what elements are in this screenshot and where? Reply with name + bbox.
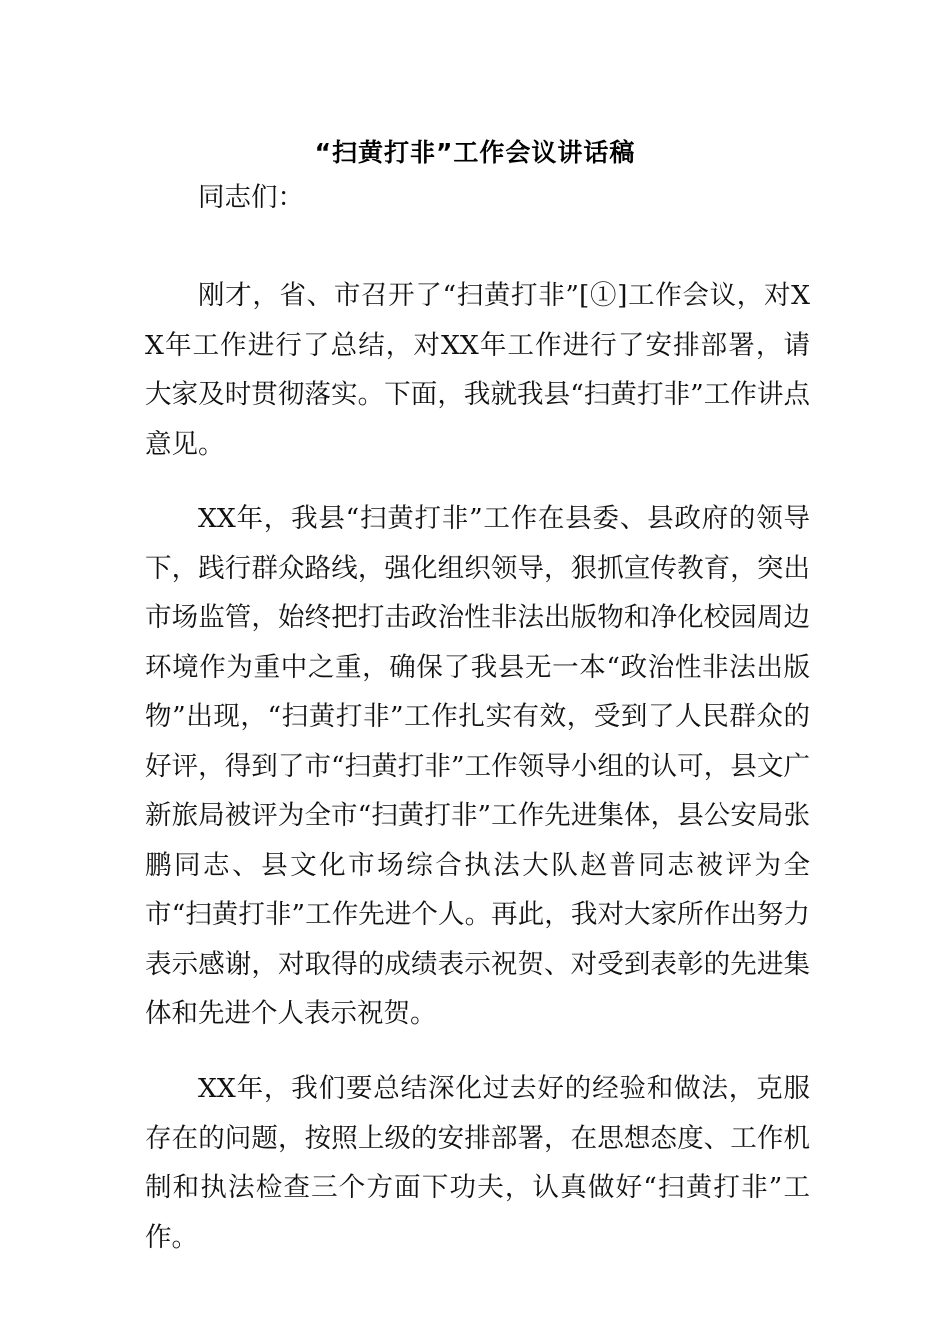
greeting: 同志们： — [198, 182, 304, 213]
paragraph-2: XX年，我县“扫黄打非”工作在县委、县政府的领导下，践行群众路线，强化组织领导，狠抓宣传教育，突出市场监管，始终把打击政治性非法出版物和净化校园周边环境作为重中之重，确保了我县无一本“政治性非法出版物”出现，“扫黄打非”工作扎实有效，受到了人民群众的好评，得到了市“扫黄打非”工作领导小组的认可，县文广新旅局被评为全市“扫黄打非”工作先进集体，县公安局张鹏同志、县文化市场综合执法大队赵普同志被评为全市“扫黄打非”工作先进个人。再此，我对大家所作出努力表示感谢，对取得的成绩表示祝贺、对受到表彰的先进集体和先进个人表示祝贺。 — [145, 503, 810, 1029]
paragraph-3: XX年，我们要总结深化过去好的经验和做法，克服存在的问题，按照上级的安排部署，在思想态度、工作机制和执法检查三个方面下功夫，认真做好“扫黄打非”工作。 — [145, 1073, 810, 1253]
paragraph-1: 刚才，省、市召开了“扫黄打非”[①]工作会议，对XX年工作进行了总结，对XX年工作进行了安排部署，请大家及时贯彻落实。下面，我就我县“扫黄打非”工作讲点意见。 — [145, 280, 810, 460]
document-title: “扫黄打非”工作会议讲话稿 — [314, 138, 636, 167]
